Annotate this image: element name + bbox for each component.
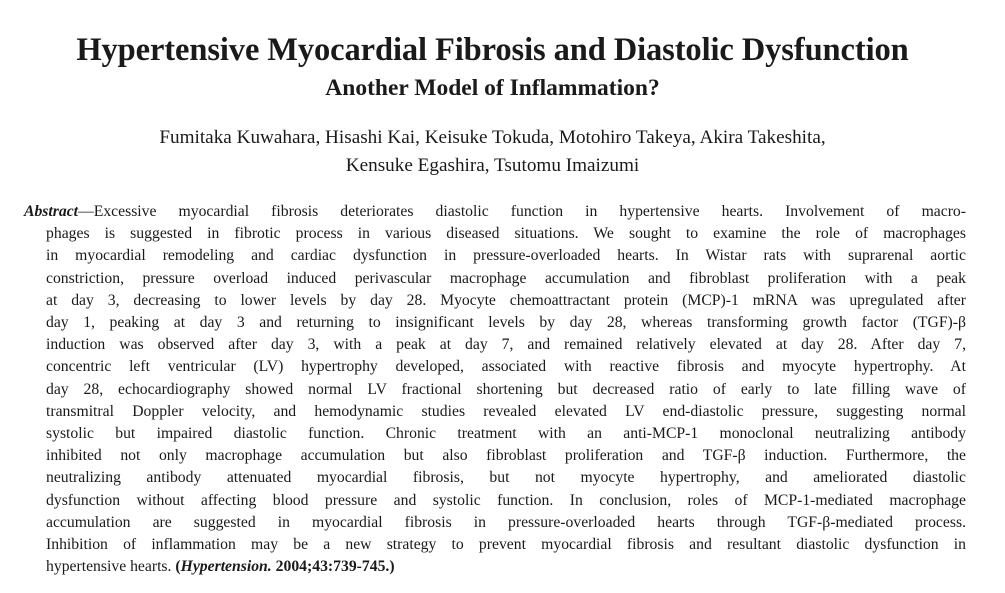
abstract-line: phages is suggested in fibrotic process in various diseased situations. We sought to examine the role of macrophages <box>46 225 966 243</box>
abstract-line: systolic but impaired diastolic function. Chronic treatment with an anti-MCP-1 monoclonal neutralizing antibody <box>46 425 966 443</box>
author-list <box>0 124 985 180</box>
abstract-text-line: —Excessive myocardial fibrosis deteriorates diastolic function in hypertensive hearts. Involvement of macro- <box>78 203 966 220</box>
abstract-line-1 <box>24 201 966 223</box>
citation-open-paren: ( <box>175 558 181 576</box>
abstract-line: inhibited not only macrophage accumulation but also fibroblast proliferation and TGF-β induction. Furthermore, the <box>46 447 966 465</box>
abstract-line: day 1, peaking at day 3 and returning to insignificant levels by day 28, whereas transforming growth factor (TGF)-β <box>46 314 966 332</box>
citation <box>175 558 394 575</box>
abstract-last-line <box>24 556 966 578</box>
citation-details: 2004;43:739-745.) <box>271 558 395 576</box>
abstract-line: Inhibition of inflammation may be a new strategy to prevent myocardial fibrosis and resultant diastolic dysfunction in <box>46 536 966 554</box>
abstract-line: induction was observed after day 3, with a peak at day 7, and remained relatively elevated at day 28. After day 7, <box>46 336 966 354</box>
abstract <box>24 201 966 578</box>
authors-line-1: Fumitaka Kuwahara, Hisashi Kai, Keisuke Tokuda, Motohiro Takeya, Akira Takeshita, <box>159 127 826 148</box>
abstract-line: at day 3, decreasing to lower levels by day 28. Myocyte chemoattractant protein (MCP)-1 mRNA was upregulated after <box>46 291 966 309</box>
abstract-line: transmitral Doppler velocity, and hemodynamic studies revealed elevated LV end-diastolic pressure, suggesting normal <box>46 402 966 420</box>
authors-line-2: Kensuke Egashira, Tsutomu Imaizumi <box>345 155 640 176</box>
abstract-label: Abstract <box>24 203 79 220</box>
abstract-line: accumulation are suggested in myocardial fibrosis in pressure-overloaded hearts through TGF-β-mediated process. <box>46 513 966 531</box>
abstract-line: neutralizing antibody attenuated myocardial fibrosis, but not myocyte hypertrophy, and ameliorated diastolic <box>46 469 966 487</box>
abstract-line: concentric left ventricular (LV) hypertrophy developed, associated with reactive fibrosis and myocyte hypertrophy. At <box>46 358 966 376</box>
abstract-text-line: hypertensive hearts. <box>46 558 176 576</box>
paper-subtitle: Another Model of Inflammation? <box>325 75 660 101</box>
paper-title: Hypertensive Myocardial Fibrosis and Diastolic Dysfunction <box>76 32 909 68</box>
abstract-line: dysfunction without affecting blood pressure and systolic function. In conclusion, roles of MCP-1-mediated macrophage <box>46 491 966 509</box>
abstract-line: in myocardial remodeling and cardiac dysfunction in pressure-overloaded hearts. In Wistar rats with suprarenal aortic <box>46 247 966 265</box>
abstract-line: constriction, pressure overload induced perivascular macrophage accumulation and fibroblast proliferation with a peak <box>46 269 966 287</box>
citation-journal: Hypertension. <box>180 558 272 576</box>
abstract-line: day 28, echocardiography showed normal LV fractional shortening but decreased ratio of early to late filling wave of <box>46 380 966 398</box>
